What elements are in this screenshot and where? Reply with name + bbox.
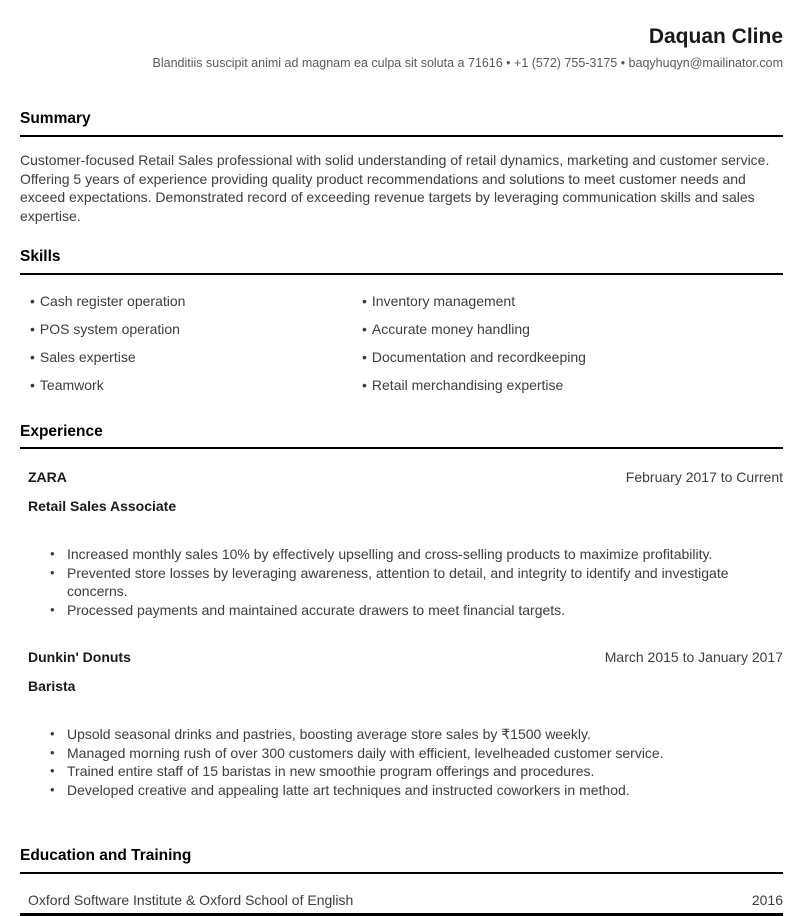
- skill-item: • Sales expertise: [20, 348, 352, 366]
- skill-item: • Cash register operation: [20, 292, 352, 310]
- contact-line: Blanditiis suscipit animi ad magnam ea culpa sit soluta a 71616 • +1 (572) 755-3175 • baqyhuqyn@mailinator.com: [152, 56, 783, 71]
- experience-divider: [20, 447, 783, 449]
- skill-item: • Documentation and recordkeeping: [352, 348, 783, 366]
- job-dates: March 2015 to January 2017: [604, 649, 783, 666]
- skills-heading: Skills: [20, 248, 61, 266]
- job-bullet: • Processed payments and maintained accurate drawers to meet financial targets.: [67, 601, 783, 620]
- job-header: [20, 469, 783, 485]
- summary-section: [20, 110, 783, 225]
- job-title: Barista: [28, 678, 76, 695]
- skills-column-left: [20, 292, 352, 394]
- skills-section: [20, 248, 783, 394]
- school-name: Oxford Software Institute & Oxford School of English: [28, 891, 354, 908]
- skills-list: [20, 292, 783, 394]
- job-dates: February 2017 to Current: [625, 469, 783, 486]
- job-bullet-list: [20, 545, 783, 619]
- education-divider: [20, 872, 783, 874]
- experience-heading: Experience: [20, 422, 103, 440]
- education-year: 2016: [751, 891, 783, 908]
- job-bullet: • Upsold seasonal drinks and pastries, boosting average store sales by ₹1500 weekly.: [67, 725, 783, 744]
- experience-section: [20, 423, 783, 800]
- candidate-name: Daquan Cline: [648, 25, 783, 48]
- job-bullet-list: [20, 725, 783, 799]
- job-bullet: • Prevented store losses by leveraging awareness, attention to detail, and integrity to identify and investigate concerns.: [67, 564, 783, 601]
- job-bullet: • Developed creative and appealing latte art techniques and instructed coworkers in method.: [67, 781, 783, 800]
- education-section: [20, 847, 783, 916]
- job-bullet: • Managed morning rush of over 300 customers daily with efficient, levelheaded customer service.: [67, 744, 783, 763]
- skill-item: • Teamwork: [20, 376, 352, 394]
- summary-text: Customer-focused Retail Sales professional with solid understanding of retail dynamics, marketing and customer service. Offering 5 years of experience providing quality product recommendations and solutions to meet customer needs and exceed expectations. Demonstrated record of exceeding revenue targets by leveraging communication skills and sales expertise.: [20, 152, 770, 224]
- summary-heading: Summary: [20, 110, 91, 128]
- company-name: Dunkin' Donuts: [28, 649, 131, 666]
- skill-item: • POS system operation: [20, 320, 352, 338]
- skills-divider: [20, 273, 783, 275]
- company-name: ZARA: [28, 469, 67, 486]
- job-bullet: • Trained entire staff of 15 baristas in new smoothie program offerings and procedures.: [67, 762, 783, 781]
- skills-column-right: [352, 292, 783, 394]
- resume-header: [20, 24, 783, 71]
- skill-item: • Accurate money handling: [352, 320, 783, 338]
- page-bottom-divider: [20, 913, 783, 916]
- job-header: [20, 649, 783, 665]
- education-entry: [20, 892, 783, 908]
- job-title: Retail Sales Associate: [28, 498, 177, 515]
- education-heading: Education and Training: [20, 847, 192, 865]
- job-bullet: • Increased monthly sales 10% by effectively upselling and cross-selling products to maximize profitability.: [67, 545, 783, 564]
- skill-item: • Retail merchandising expertise: [352, 376, 783, 394]
- skill-item: • Inventory management: [352, 292, 783, 310]
- summary-divider: [20, 135, 783, 137]
- job-entry: [20, 649, 783, 799]
- job-entry: [20, 469, 783, 619]
